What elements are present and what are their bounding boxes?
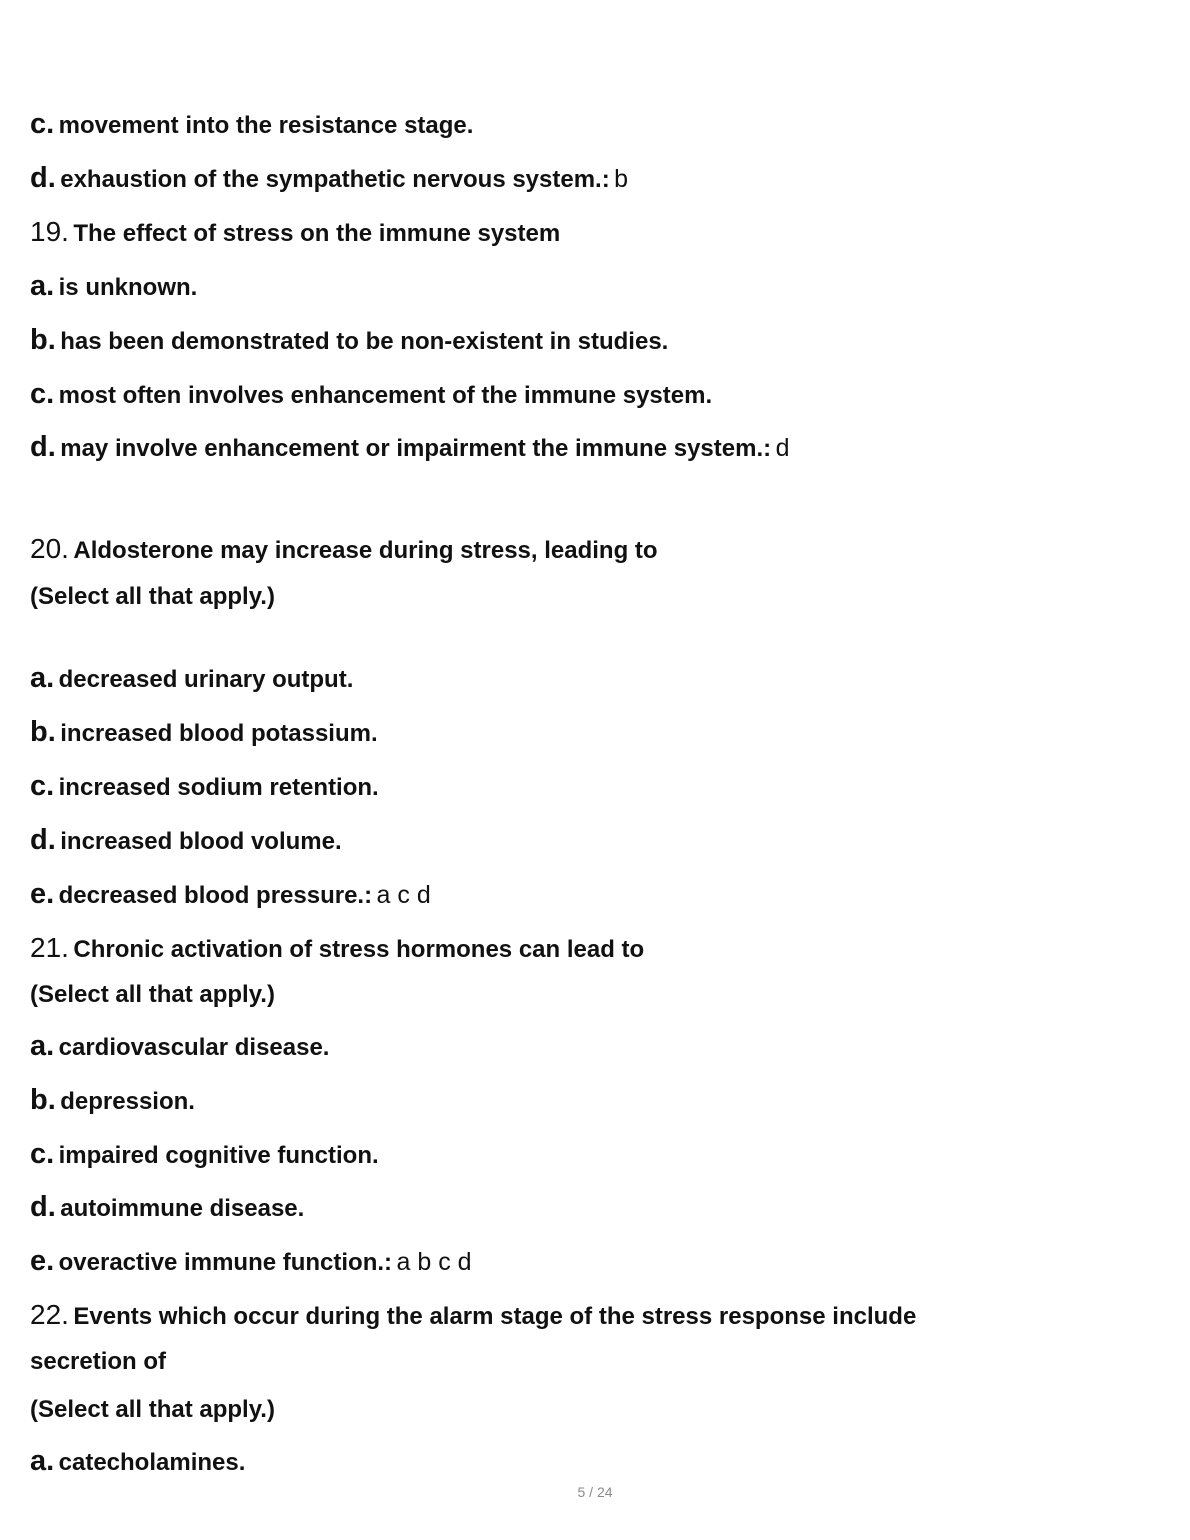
select-all-instruction: (Select all that apply.) [30,583,275,610]
option-letter: c. [30,770,55,802]
q22-question [30,1301,916,1329]
question-number: 21. [30,932,69,963]
q20-option-c [30,772,379,801]
option-letter: b. [30,716,56,748]
option-letter: a. [30,662,55,694]
q21-option-d [30,1193,304,1222]
option-text: impaired cognitive function. [58,1142,379,1169]
option-letter: d. [30,1191,56,1223]
option-text: increased blood volume. [60,828,342,855]
page-indicator: 5 / 24 [577,1484,613,1500]
q19-question [30,218,560,246]
option-letter: a. [30,1030,55,1062]
q22-question-continued [30,1350,166,1374]
q21-option-e [30,1247,472,1276]
option-text: has been demonstrated to be non-existent in studies. [60,328,669,355]
q18-option-c [30,110,473,139]
question-prompt-continued: secretion of [30,1348,167,1375]
option-text: movement into the resistance stage. [58,112,474,139]
option-letter: c. [30,378,55,410]
q20-option-b [30,718,378,747]
option-text: may involve enhancement or impairment the immune system.: [60,435,772,462]
q20-option-e [30,880,431,909]
option-text: catecholamines. [58,1449,246,1476]
q22-instruction [30,1398,275,1422]
option-letter: c. [30,108,55,140]
question-prompt: The effect of stress on the immune system [73,220,561,247]
question-number: 22. [30,1299,69,1330]
option-text: exhaustion of the sympathetic nervous system.: [60,166,610,193]
option-text: autoimmune disease. [60,1195,305,1222]
option-letter: e. [30,878,55,910]
q21-instruction [30,983,275,1007]
option-text: increased sodium retention. [58,774,379,801]
q20-question [30,535,658,563]
q19-option-b [30,326,668,355]
option-text: overactive immune function.: [58,1249,393,1276]
option-text: most often involves enhancement of the immune system. [58,382,713,409]
option-text: increased blood potassium. [60,720,378,747]
option-letter: d. [30,824,56,856]
q19-option-a [30,272,197,301]
option-letter: c. [30,1138,55,1170]
q21-option-b [30,1086,195,1115]
q20-option-d [30,826,342,855]
answer-key: a c d [376,881,431,909]
question-prompt: Events which occur during the alarm stage of the stress response include [73,1303,917,1330]
q21-question [30,934,644,962]
select-all-instruction: (Select all that apply.) [30,981,275,1008]
option-letter: d. [30,431,56,463]
option-text: cardiovascular disease. [58,1034,330,1061]
option-letter: a. [30,270,55,302]
q18-option-d [30,164,628,193]
option-text: depression. [60,1088,195,1115]
q20-option-a [30,664,353,693]
option-text: is unknown. [58,274,198,301]
select-all-instruction: (Select all that apply.) [30,1396,275,1423]
answer-key: d [775,434,790,462]
option-letter: a. [30,1445,55,1477]
option-text: decreased urinary output. [58,666,354,693]
question-prompt: Chronic activation of stress hormones can lead to [73,936,645,963]
option-letter: d. [30,162,56,194]
q19-option-c [30,380,712,409]
question-number: 20. [30,533,69,564]
q21-option-a [30,1032,329,1061]
question-prompt: Aldosterone may increase during stress, leading to [73,537,658,564]
q19-option-d [30,433,789,462]
option-text: decreased blood pressure.: [58,882,373,909]
q20-instruction [30,585,275,609]
option-letter: e. [30,1245,55,1277]
answer-key: a b c d [396,1248,472,1276]
q22-option-a [30,1447,245,1476]
q21-option-c [30,1140,379,1169]
question-number: 19. [30,216,69,247]
option-letter: b. [30,1084,56,1116]
answer-key: b [614,165,629,193]
option-letter: b. [30,324,56,356]
